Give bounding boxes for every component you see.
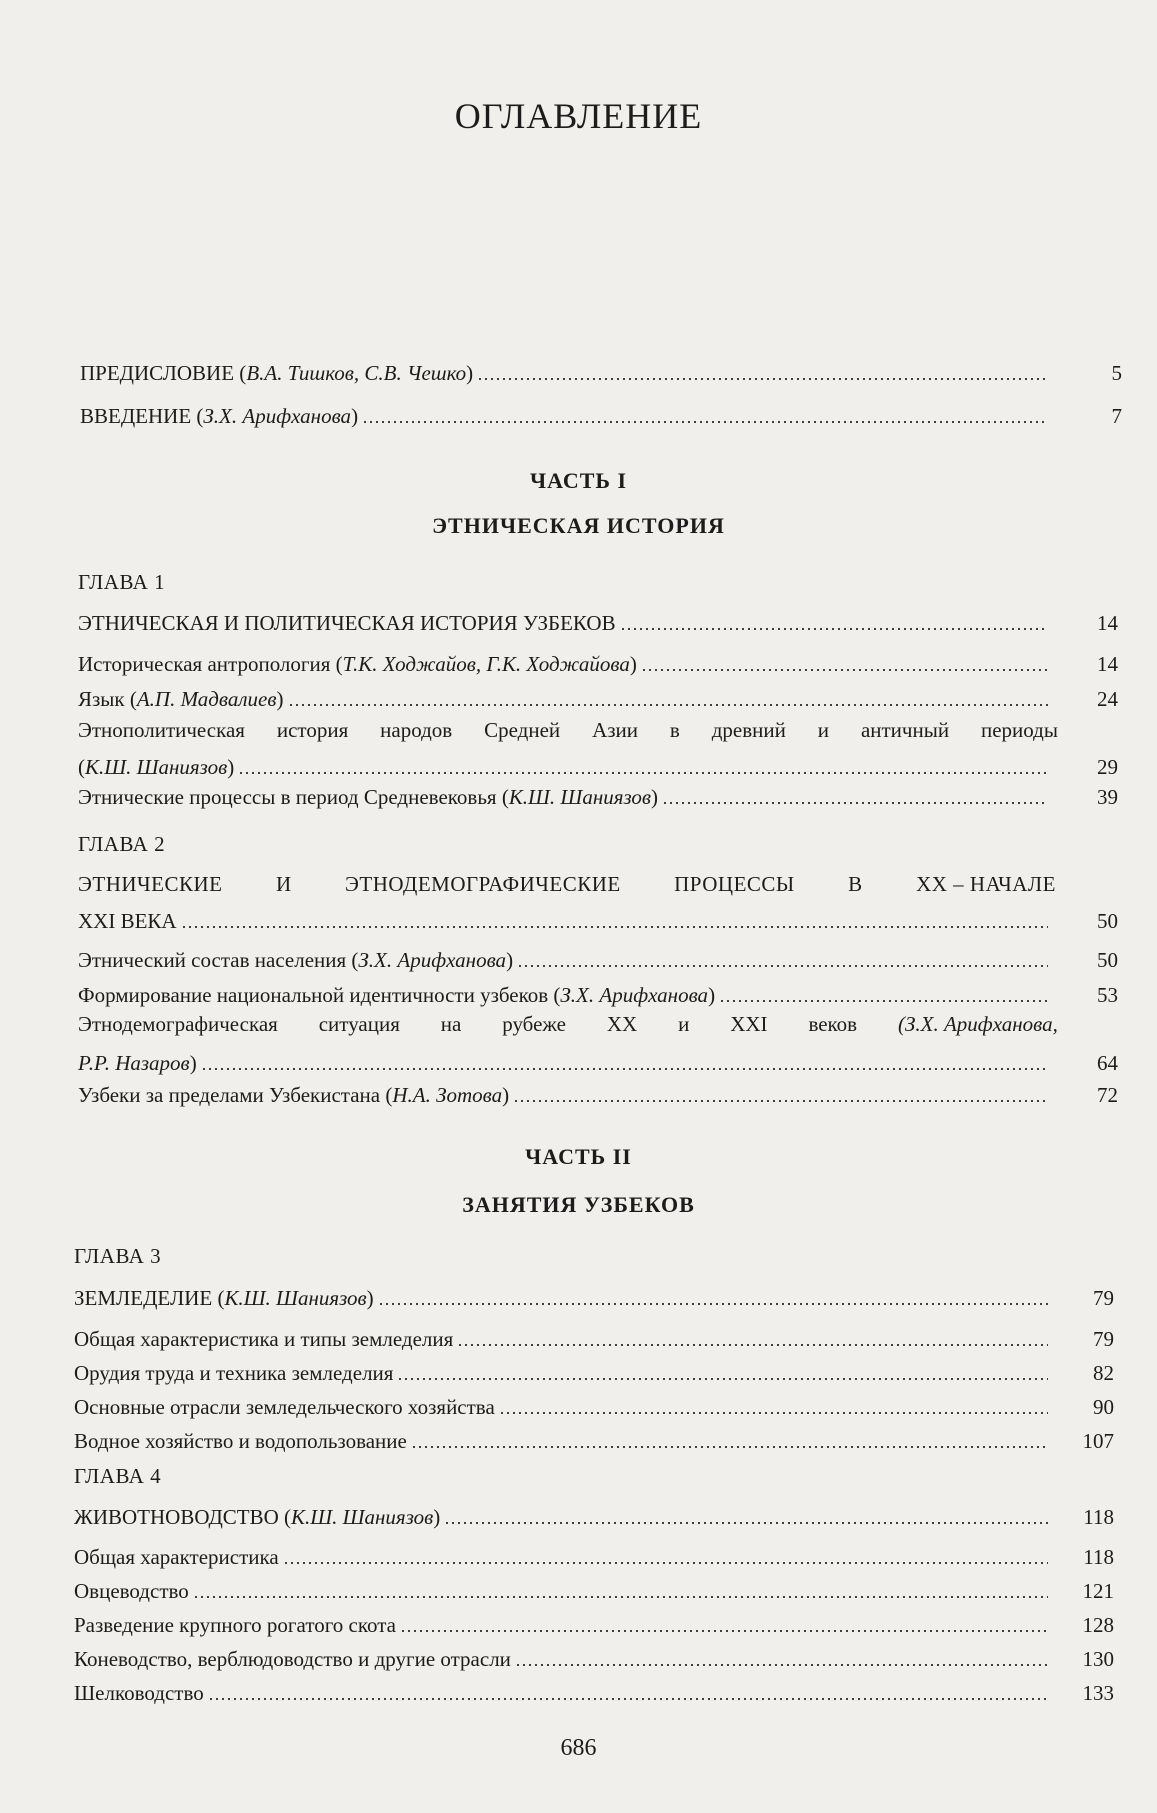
page-number: 90 xyxy=(1093,1395,1114,1419)
page-number: 50 xyxy=(1097,909,1118,933)
toc-entry[interactable]: Орудия труда и техника земледелия 82 xyxy=(0,1356,1157,1390)
page-number: 64 xyxy=(1097,1051,1118,1075)
toc-entry[interactable]: Формирование национальной идентичности узбеков (З.Х. Арифханова) 53 xyxy=(0,978,1157,1012)
dot-leader xyxy=(400,1630,1048,1632)
toc-entry[interactable]: (К.Ш. Шаниязов) 29 xyxy=(0,750,1157,784)
dot-leader xyxy=(288,704,1049,706)
dot-leader xyxy=(444,1522,1048,1524)
dot-leader xyxy=(513,1100,1048,1102)
page-number: 118 xyxy=(1083,1505,1114,1529)
page-number: 14 xyxy=(1097,652,1118,676)
page-number: 128 xyxy=(1082,1613,1114,1637)
page-number: 53 xyxy=(1097,983,1118,1007)
toc-entry[interactable]: Разведение крупного рогатого скота 128 xyxy=(0,1608,1157,1642)
chapter-label: ГЛАВА 2 xyxy=(78,832,166,856)
page-number: 14 xyxy=(1097,611,1118,635)
toc-entry[interactable]: Водное хозяйство и водопользование 107 xyxy=(0,1424,1157,1458)
part-title: ЭТНИЧЕСКАЯ ИСТОРИЯ xyxy=(432,513,725,538)
toc-chapter-heading[interactable]: ЭТНИЧЕСКАЯ И ПОЛИТИЧЕСКАЯ ИСТОРИЯ УЗБЕКОВ 14 xyxy=(0,606,1157,640)
entry-author: З.Х. Арифханова xyxy=(358,948,507,972)
page-number: 82 xyxy=(1093,1361,1114,1385)
toc-entry-preface[interactable]: ПРЕДИСЛОВИЕ (В.А. Тишков, С.В. Чешко) 5 xyxy=(0,356,1157,390)
dot-leader xyxy=(181,926,1048,928)
entry-author: К.Ш. Шаниязов xyxy=(291,1505,434,1529)
page-number: 50 xyxy=(1097,948,1118,972)
entry-author: Н.А. Зотова xyxy=(392,1083,503,1107)
entry-author: К.Ш. Шаниязов xyxy=(85,755,228,779)
page-number: 79 xyxy=(1093,1327,1114,1351)
page-number: 121 xyxy=(1082,1579,1114,1603)
toc-entry-wrapped-line: Этнодемографическая ситуация на рубеже XX и XXI веков (З.Х. Арифханова, xyxy=(78,1012,1058,1036)
toc-entry[interactable]: Историческая антропология (Т.К. Ходжайов, Г.К. Ходжайова) 14 xyxy=(0,647,1157,681)
dot-leader xyxy=(238,772,1048,774)
toc-entry[interactable]: Основные отрасли земледельческого хозяйства 90 xyxy=(0,1390,1157,1424)
toc-entry[interactable]: Общая характеристика 118 xyxy=(0,1540,1157,1574)
toc-entry[interactable]: Шелководство 133 xyxy=(0,1676,1157,1710)
dot-leader xyxy=(517,965,1048,967)
dot-leader xyxy=(397,1378,1048,1380)
entry-author: А.П. Мадвалиев xyxy=(136,687,277,711)
dot-leader xyxy=(477,378,1048,380)
part-label: ЧАСТЬ II xyxy=(525,1144,632,1169)
dot-leader xyxy=(411,1446,1048,1448)
page-number: 24 xyxy=(1097,687,1118,711)
page-footer-number: 686 xyxy=(560,1735,597,1761)
entry-author: К.Ш. Шаниязов xyxy=(508,785,652,809)
page-number: 7 xyxy=(1111,404,1122,428)
entry-author: Р.Р. Назаров xyxy=(78,1051,190,1075)
toc-entry[interactable]: Общая характеристика и типы земледелия 79 xyxy=(0,1322,1157,1356)
toc-entry[interactable]: Р.Р. Назаров) 64 xyxy=(0,1046,1157,1080)
toc-entry[interactable]: Коневодство, верблюдоводство и другие отрасли 130 xyxy=(0,1642,1157,1676)
toc-entry[interactable]: Этнический состав населения (З.Х. Арифханова) 50 xyxy=(0,943,1157,977)
toc-chapter-heading[interactable]: XXI ВЕКА 50 xyxy=(0,904,1157,938)
dot-leader xyxy=(641,669,1048,671)
dot-leader xyxy=(499,1412,1048,1414)
toc-entry-introduction[interactable]: ВВЕДЕНИЕ (З.Х. Арифханова) 7 xyxy=(0,399,1157,433)
page-number: 133 xyxy=(1082,1681,1114,1705)
dot-leader xyxy=(283,1562,1048,1564)
part-label: ЧАСТЬ I xyxy=(529,468,628,493)
entry-author: З.Х. Арифханова xyxy=(203,404,352,428)
dot-leader xyxy=(193,1596,1048,1598)
page-number: 29 xyxy=(1097,755,1118,779)
dot-leader xyxy=(201,1068,1048,1070)
toc-entry[interactable]: Этнические процессы в период Средневековья (К.Ш. Шаниязов) 39 xyxy=(0,780,1157,814)
dot-leader xyxy=(457,1344,1048,1346)
toc-chapter-heading-wrapped-line: ЭТНИЧЕСКИЕ И ЭТНОДЕМОГРАФИЧЕСКИЕ ПРОЦЕССЫ В XX – НАЧАЛЕ xyxy=(78,872,1056,896)
dot-leader xyxy=(515,1664,1048,1666)
toc-entry[interactable]: Язык (А.П. Мадвалиев) 24 xyxy=(0,682,1157,716)
dot-leader xyxy=(208,1698,1048,1700)
chapter-label: ГЛАВА 4 xyxy=(74,1464,162,1488)
entry-author: З.Х. Арифханова xyxy=(560,983,709,1007)
page-number: 5 xyxy=(1111,361,1122,385)
chapter-label: ГЛАВА 3 xyxy=(74,1244,162,1268)
page-number: 79 xyxy=(1093,1286,1114,1310)
page-number: 107 xyxy=(1082,1429,1114,1453)
dot-leader xyxy=(362,421,1048,423)
dot-leader xyxy=(378,1303,1048,1305)
entry-author: К.Ш. Шаниязов xyxy=(224,1286,367,1310)
entry-author: В.А. Тишков, С.В. Чешко xyxy=(246,361,467,385)
page-title: ОГЛАВЛЕНИЕ xyxy=(454,96,703,136)
part-title: ЗАНЯТИЯ УЗБЕКОВ xyxy=(462,1192,695,1217)
page-number: 72 xyxy=(1097,1083,1118,1107)
dot-leader xyxy=(620,628,1048,630)
toc-chapter-heading[interactable]: ЗЕМЛЕДЕЛИЕ (К.Ш. Шаниязов) 79 xyxy=(0,1281,1157,1315)
chapter-label: ГЛАВА 1 xyxy=(78,570,166,594)
page-number: 130 xyxy=(1082,1647,1114,1671)
toc-entry[interactable]: Узбеки за пределами Узбекистана (Н.А. Зотова) 72 xyxy=(0,1078,1157,1112)
page-number: 39 xyxy=(1097,785,1118,809)
dot-leader xyxy=(662,802,1048,804)
entry-author: Т.К. Ходжайов, Г.К. Ходжайова xyxy=(342,652,630,676)
toc-entry-wrapped-line: Этнополитическая история народов Средней Азии в древний и античный периоды xyxy=(78,718,1058,742)
toc-chapter-heading[interactable]: ЖИВОТНОВОДСТВО (К.Ш. Шаниязов) 118 xyxy=(0,1500,1157,1534)
page-number: 118 xyxy=(1083,1545,1114,1569)
dot-leader xyxy=(719,1000,1048,1002)
toc-entry[interactable]: Овцеводство 121 xyxy=(0,1574,1157,1608)
